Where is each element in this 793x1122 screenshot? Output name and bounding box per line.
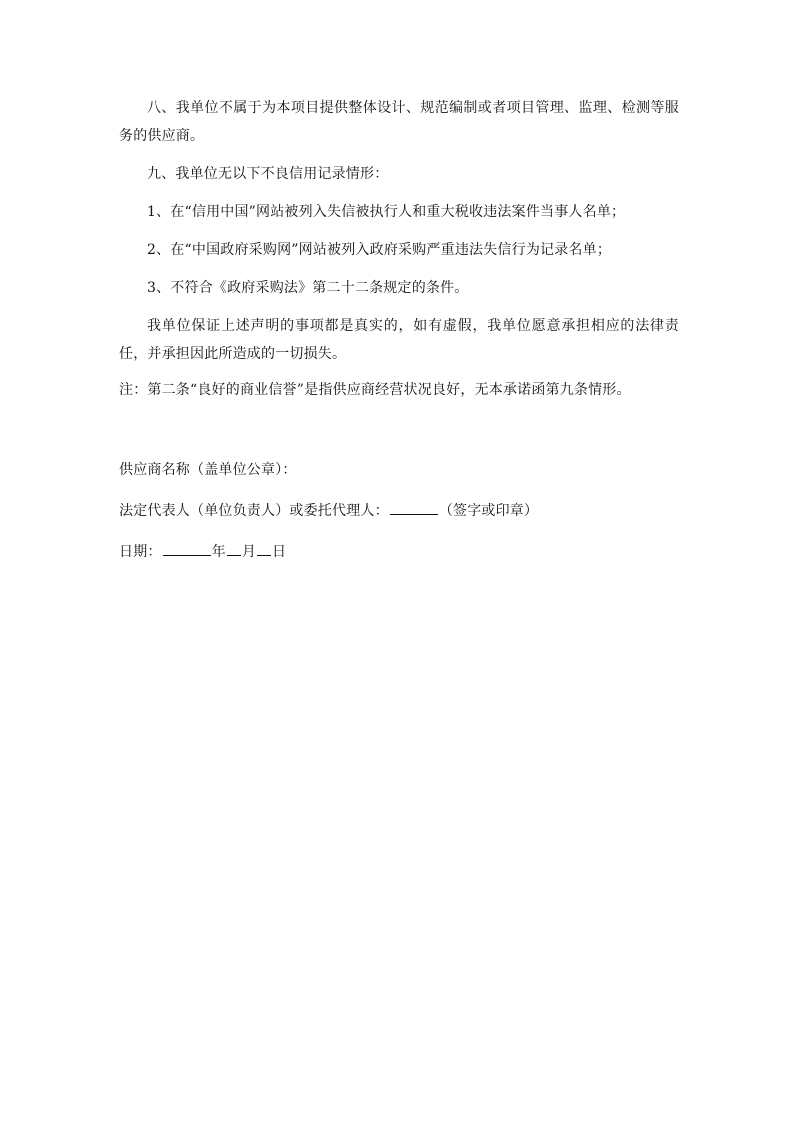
representative-label: 法定代表人（单位负责人）或委托代理人： [119, 503, 389, 519]
date-line [119, 538, 679, 566]
document-body [119, 94, 679, 566]
clause-8: 八、我单位不属于为本项目提供整体设计、规范编制或者项目管理、监理、检测等服务的供应商。 [119, 100, 679, 144]
date-day-blank[interactable] [257, 539, 271, 556]
supplier-name-label: 供应商名称（盖单位公章）： [119, 462, 297, 478]
clause-9-item-3: 3、不符合《政府采购法》第二十二条规定的条件。 [147, 280, 469, 296]
date-year-blank[interactable] [163, 539, 211, 556]
date-month-label: 月 [241, 544, 257, 560]
date-month-blank[interactable] [227, 539, 241, 556]
supplier-name-line [119, 456, 679, 484]
representative-suffix: （签字或印章） [438, 503, 539, 519]
representative-signature-blank[interactable] [390, 498, 438, 515]
note-paragraph: 注：第二条“良好的商业信誉”是指供应商经营状况良好，无本承诺函第九条情形。 [119, 382, 631, 398]
clause-9-item-1: 1、在“信用中国”网站被列入失信被执行人和重大税收违法案件当事人名单； [147, 204, 626, 220]
guarantee-paragraph: 我单位保证上述声明的事项都是真实的，如有虚假，我单位愿意承担相应的法律责任，并承担因此所造成的一切损失。 [119, 318, 679, 362]
date-label: 日期： [119, 544, 162, 560]
date-year-label: 年 [211, 544, 226, 560]
date-day-label: 日 [272, 544, 287, 560]
clause-9-intro: 九、我单位无以下不良信用记录情形： [147, 166, 389, 182]
clause-9-item-2: 2、在“中国政府采购网”网站被列入政府采购严重违法失信行为记录名单； [147, 242, 612, 258]
representative-line [119, 497, 679, 525]
